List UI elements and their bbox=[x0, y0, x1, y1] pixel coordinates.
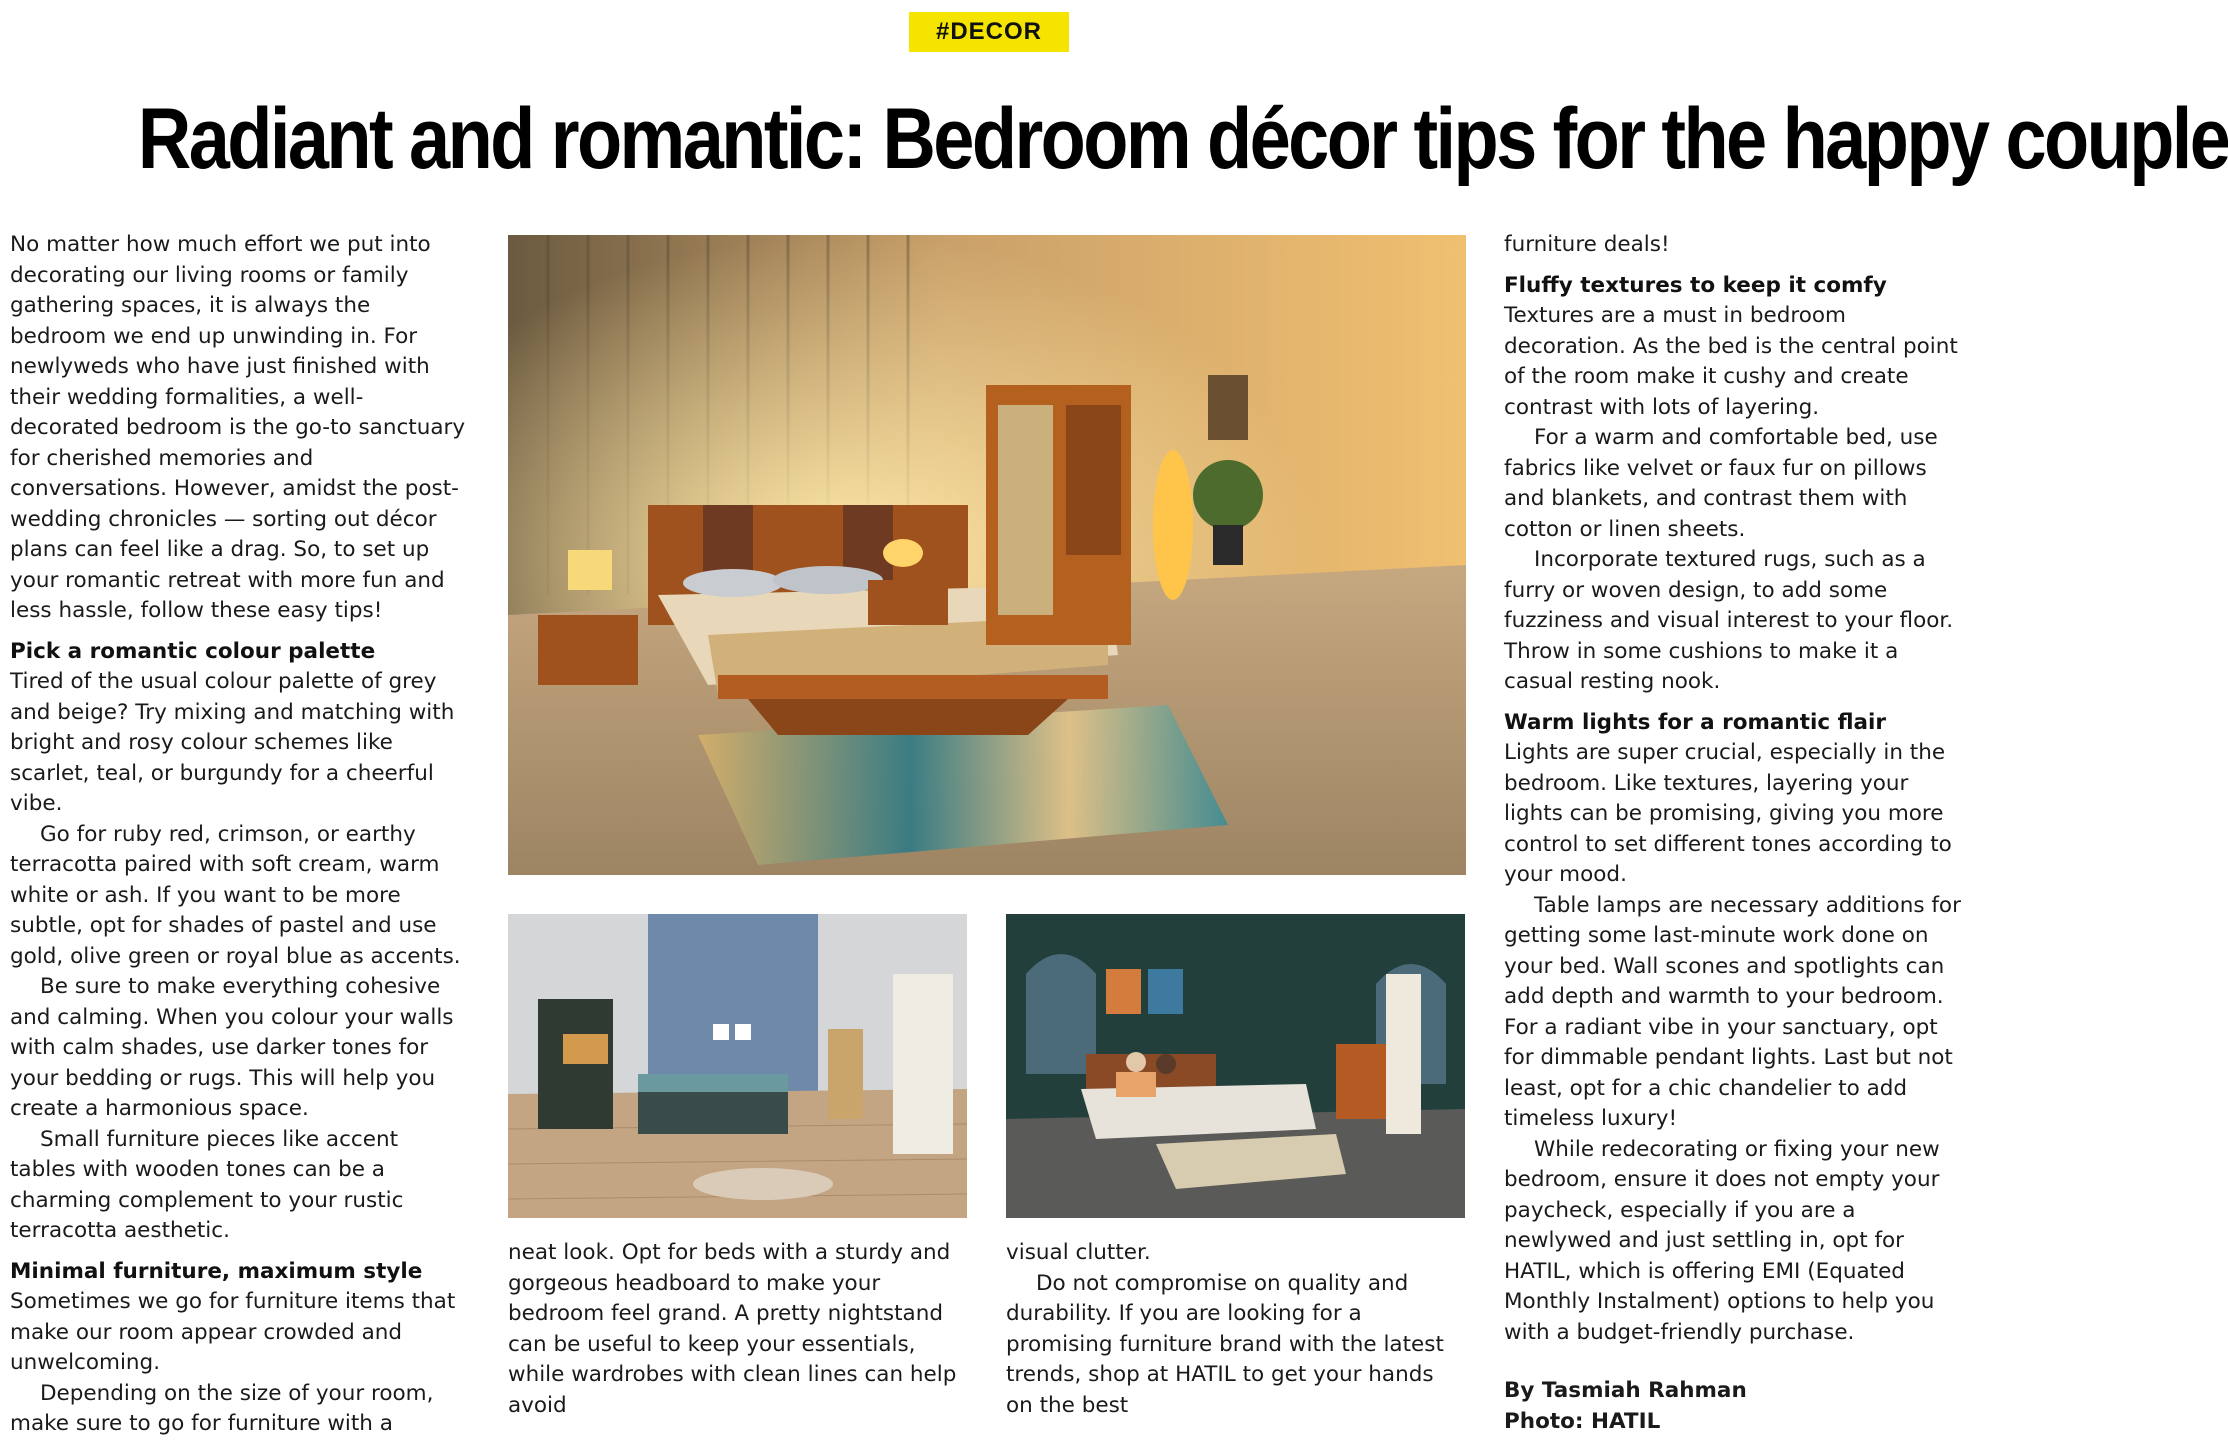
paragraph: visual clutter. bbox=[1006, 1240, 1151, 1265]
paragraph: Small furniture pieces like accent tables with wooden tones can be a charming complement to your rustic terracotta aesthetic. bbox=[10, 1126, 404, 1243]
article-column-4 bbox=[1504, 230, 1966, 1437]
subheading-fluffy-textures: Fluffy textures to keep it comfy bbox=[1504, 272, 1887, 298]
article-column-3 bbox=[1006, 1238, 1466, 1421]
headline: Radiant and romantic: Bedroom décor tips for the happy couple bbox=[137, 91, 2228, 187]
paragraph: Incorporate textured rugs, such as a furry or woven design, to add some fuzziness and visual interest to your floor. Throw in some cushions to make it a casual resting nook. bbox=[1504, 547, 1954, 694]
paragraph: Do not compromise on quality and durability. If you are looking for a promising furniture brand with the latest trends, shop at HATIL to get your hands on the best bbox=[1006, 1270, 1444, 1418]
paragraph: Table lamps are necessary additions for getting some last-minute work done on your bed. Wall scones and spotlights can add depth and warmth to your bedroom. For a radiant vibe in your sanctuary, opt for dimmable pendant lights. Last but not least, opt for a chic chandelier to add timeless luxury! bbox=[1504, 892, 1961, 1131]
paragraph: Go for ruby red, crimson, or earthy terracotta paired with soft cream, warm white or ash. If you want to be more subtle, opt for shades of pastel and use gold, olive green or royal blue as accents. bbox=[10, 821, 461, 969]
paragraph: neat look. Opt for beds with a sturdy and gorgeous headboard to make your bedroom feel grand. A pretty nightstand can be useful to keep your essentials, while wardrobes with clean lines can help avoid bbox=[508, 1240, 957, 1418]
photo-main-bedroom bbox=[508, 235, 1466, 875]
section-tag: #DECOR bbox=[909, 12, 1069, 52]
paragraph: Be sure to make everything cohesive and calming. When you colour your walls with calm shades, use darker tones for your bedding or rugs. This will help you create a harmonious space. bbox=[10, 974, 454, 1121]
article-column-2 bbox=[508, 1238, 968, 1421]
subheading-colour-palette: Pick a romantic colour palette bbox=[10, 638, 376, 664]
paragraph: Depending on the size of your room, make sure to go for furniture with a bbox=[10, 1380, 434, 1436]
byline-photo-credit: Photo: HATIL bbox=[1504, 1408, 1661, 1434]
paragraph: While redecorating or fixing your new bedroom, ensure it does not empty your paycheck, especially if you are a newlywed and just settling in, opt for HATIL, which is offering EMI (Equated Monthly Instalment) options to help you with a budget-friendly purchase. bbox=[1504, 1136, 1940, 1345]
paragraph: For a warm and comfortable bed, use fabrics like velvet or faux fur on pillows and blankets, and contrast them with cotton or linen sheets. bbox=[1504, 425, 1938, 542]
subheading-warm-lights: Warm lights for a romantic flair bbox=[1504, 709, 1887, 735]
paragraph: Sometimes we go for furniture items that make our room appear crowded and unwelcoming. bbox=[10, 1289, 456, 1375]
paragraph: Textures are a must in bedroom decoration. As the bed is the central point of the room make it cushy and create contrast with lots of layering. bbox=[1504, 303, 1958, 420]
photo-blue-bedroom bbox=[508, 914, 967, 1218]
photo-green-bedroom bbox=[1006, 914, 1465, 1218]
article-column-1 bbox=[10, 230, 470, 1440]
paragraph: furniture deals! bbox=[1504, 232, 1670, 257]
paragraph: Tired of the usual colour palette of grey and beige? Try mixing and matching with bright and rosy colour schemes like scarlet, teal, or burgundy for a cheerful vibe. bbox=[10, 669, 455, 816]
paragraph: Lights are super crucial, especially in the bedroom. Like textures, layering your lights can be promising, giving you more control to set different tones according to your mood. bbox=[1504, 740, 1952, 887]
byline-author: By Tasmiah Rahman bbox=[1504, 1378, 1747, 1403]
subheading-minimal-furniture: Minimal furniture, maximum style bbox=[10, 1258, 423, 1284]
intro-paragraph: No matter how much effort we put into decorating our living rooms or family gathering spaces, it is always the bedroom we end up unwinding in. For newlyweds who have just finished with their wedding formalities, a well-decorated bedroom is the go-to sanctuary for cherished memories and conversations. However, amidst the post-wedding chronicles — sorting out décor plans can feel like a drag. So, to set up your romantic retreat with more fun and less hassle, follow these easy tips! bbox=[10, 232, 466, 623]
